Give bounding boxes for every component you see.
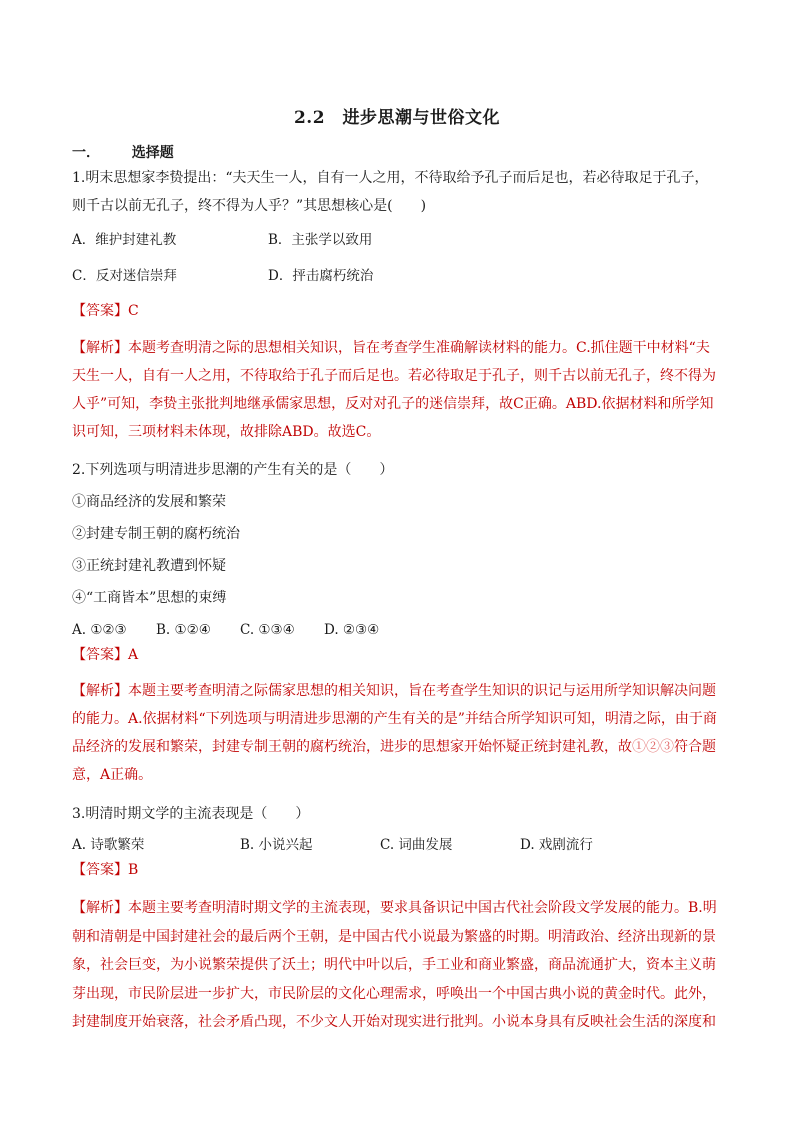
analysis-text: 本题考查明清之际的思想相关知识，旨在考查学生准确解读材料的能力。C.抓住题干中材料“夫天生一人，自有一人之用，不待取给于孔子而后足也。若必待取足于孔子，则千古以前无孔子，终不得为人乎”可知，李贽主张批判地继承儒家思想，反对对孔子的迷信崇拜，故C正确。ABD.依据材料和所学知识可知，三项材料未体现，故排除ABD。故选C。 (72, 340, 716, 440)
q1-option-c[interactable]: C．反对迷信崇拜 (72, 268, 177, 284)
question-1-text: 1.明末思想家李贽提出：“夫天生一人，自有一人之用，不待取给予孔子而后足也，若必待取足于孔子，则千古以前无孔子，终不得为人乎？”其思想核心是( ) (72, 170, 709, 214)
answer-label: 【答案】 (72, 862, 128, 878)
question-3-text: 3.明清时期文学的主流表现是（ ） (72, 806, 310, 822)
q2-item-2: ②封建专制王朝的腐朽统治 (72, 526, 240, 542)
q3-option-d[interactable]: D. 戏剧流行 (520, 837, 593, 853)
page-title: 2.2 进步思潮与世俗文化 (293, 108, 501, 128)
q3-option-b[interactable]: B. 小说兴起 (240, 837, 313, 853)
q3-option-c[interactable]: C. 词曲发展 (380, 837, 453, 853)
section-number: 一． (72, 145, 100, 161)
q2-item-4: ④“工商皆本”思想的束缚 (72, 590, 227, 606)
q2-option-c[interactable]: C. ①③④ (240, 622, 295, 638)
answer-value: B (128, 862, 139, 878)
q2-item-3: ③正统封建礼教遭到怀疑 (72, 558, 226, 574)
q1-option-a[interactable]: A．维护封建礼教 (72, 232, 177, 248)
analysis-text-end: 符合题意，A正确。 (72, 739, 716, 783)
analysis-label: 【解析】 (72, 340, 128, 356)
question-2-text: 2.下列选项与明清进步思潮的产生有关的是（ ） (72, 462, 394, 478)
q3-analysis (72, 894, 722, 1037)
q3-option-a[interactable]: A. 诗歌繁荣 (72, 837, 145, 853)
analysis-text: 本题主要考查明清时期文学的主流表现，要求具备识记中国古代社会阶段文学发展的能力。B.明朝和清朝是中国封建社会的最后两个王朝，是中国古代小说最为繁盛的时期。明清政治、经济出现新的景象，社会巨变，为小说繁荣提供了沃土；明代中叶以后，手工业和商业繁盛，商品流通扩大，资本主义萌芽出现，市民阶层进一步扩大，市民阶层的文化心理需求，呼唤出一个中国古典小说的黄金时代。此外，封建制度开始衰落，社会矛盾凸现，不少文人开始对现实进行批判。小说本身具有反映社会生活的深度和 (72, 900, 717, 1030)
q1-option-d[interactable]: D．抨击腐朽统治 (268, 268, 374, 284)
q3-answer (72, 856, 722, 884)
analysis-label: 【解析】 (72, 900, 128, 916)
q2-item-1: ①商品经济的发展和繁荣 (72, 494, 226, 510)
q2-analysis (72, 677, 722, 789)
analysis-highlight: ①②③ (632, 739, 674, 755)
answer-label: 【答案】 (72, 303, 128, 319)
analysis-label: 【解析】 (72, 683, 128, 699)
section-heading (72, 142, 722, 164)
q2-option-a[interactable]: A. ①②③ (72, 622, 127, 638)
q1-analysis (72, 334, 722, 446)
section-label: 选择题 (131, 145, 174, 161)
analysis-text: 本题主要考查明清之际儒家思想的相关知识，旨在考查学生知识的识记与运用所学知识解决问题的能力。A.依据材料“下列选项与明清进步思潮的产生有关的是”并结合所学知识可知，明清之际，由于商品经济的发展和繁荣，封建专制王朝的腐朽统治，进步的思想家开始怀疑正统封建礼教，故 (72, 683, 717, 755)
q1-option-b[interactable]: B．主张学以致用 (268, 232, 373, 248)
q2-option-d[interactable]: D. ②③④ (324, 622, 380, 638)
answer-value: C (128, 303, 139, 319)
q2-answer (72, 641, 722, 669)
answer-label: 【答案】 (72, 647, 128, 663)
answer-value: A (128, 647, 139, 663)
q1-answer (72, 297, 722, 325)
q2-option-b[interactable]: B. ①②④ (156, 622, 211, 638)
